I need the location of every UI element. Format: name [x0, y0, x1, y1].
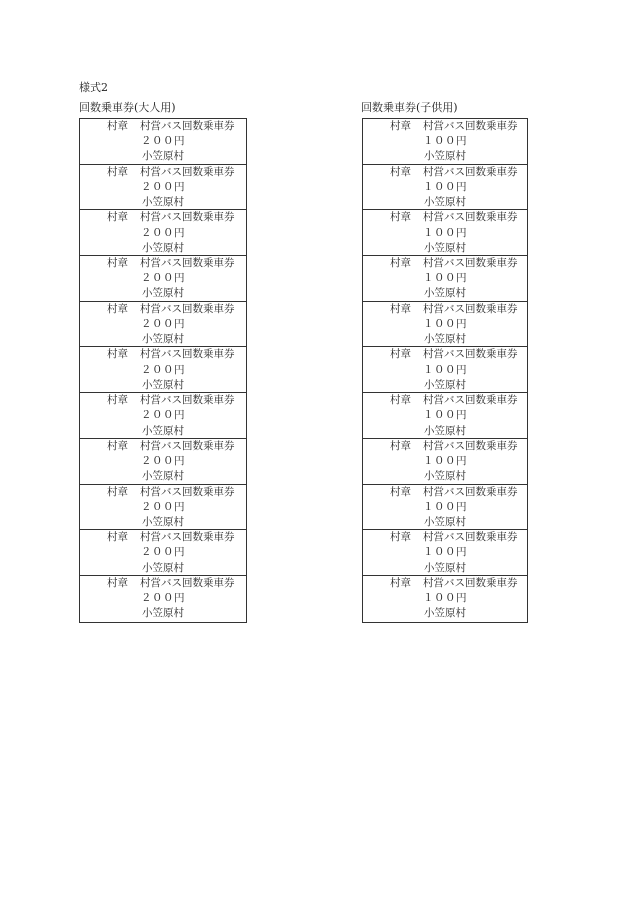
village-emblem-label: 村章	[390, 485, 411, 498]
ticket-name: 村営バス回数乗車券	[423, 576, 518, 589]
ticket-price: ２００円	[141, 592, 185, 605]
ticket-price: １００円	[423, 226, 467, 239]
ticket-name: 村営バス回数乗車券	[140, 394, 235, 407]
ticket-header-line	[363, 393, 527, 408]
ticket-price: ２００円	[141, 226, 185, 239]
issuer-village: 小笠原村	[424, 607, 466, 620]
ticket-header-line	[80, 393, 246, 408]
ticket	[363, 530, 527, 576]
village-emblem-label: 村章	[107, 211, 128, 224]
issuer-village: 小笠原村	[424, 424, 466, 437]
village-emblem-label: 村章	[107, 485, 128, 498]
issuer-village: 小笠原村	[142, 607, 184, 620]
issuer-village: 小笠原村	[424, 470, 466, 483]
ticket-name: 村営バス回数乗車券	[423, 348, 518, 361]
ticket-price: １００円	[423, 363, 467, 376]
ticket-header-line	[80, 302, 246, 317]
ticket-name: 村営バス回数乗車券	[423, 165, 518, 178]
ticket	[80, 439, 246, 485]
ticket-name: 村営バス回数乗車券	[140, 165, 235, 178]
ticket-price: ２００円	[141, 455, 185, 467]
ticket-name: 村営バス回数乗車券	[140, 302, 235, 315]
village-emblem-label: 村章	[107, 531, 128, 544]
ticket	[80, 530, 246, 576]
ticket-price: ２００円	[141, 546, 185, 559]
ticket	[363, 485, 527, 531]
ticket-price: １００円	[423, 272, 467, 285]
ticket	[80, 256, 246, 302]
ticket-name: 村営バス回数乗車券	[423, 531, 518, 544]
ticket-header-line	[363, 347, 527, 362]
issuer-village: 小笠原村	[142, 150, 184, 163]
child-ticket-sheet	[362, 118, 528, 623]
ticket-header-line	[80, 165, 246, 180]
village-emblem-label: 村章	[390, 257, 411, 270]
ticket	[363, 393, 527, 439]
ticket	[363, 347, 527, 393]
village-emblem-label: 村章	[390, 165, 411, 178]
village-emblem-label: 村章	[107, 257, 128, 270]
issuer-village: 小笠原村	[424, 287, 466, 300]
child-section-title: 回数乗車券(子供用)	[361, 101, 458, 114]
ticket-header-line	[363, 485, 527, 500]
issuer-village: 小笠原村	[142, 424, 184, 437]
village-emblem-label: 村章	[107, 165, 128, 178]
ticket-header-line	[80, 485, 246, 500]
ticket-price: ２００円	[141, 317, 185, 330]
ticket	[363, 439, 527, 485]
ticket-name: 村営バス回数乗車券	[140, 439, 235, 452]
ticket-name: 村営バス回数乗車券	[140, 120, 235, 132]
form-label: 様式2	[79, 81, 108, 94]
ticket-name: 村営バス回数乗車券	[423, 394, 518, 407]
adult-ticket-sheet	[79, 118, 247, 623]
village-emblem-label: 村章	[390, 211, 411, 224]
ticket-price: １００円	[423, 455, 467, 467]
ticket-header-line	[363, 302, 527, 317]
ticket	[80, 347, 246, 393]
ticket-header-line	[363, 530, 527, 545]
ticket-name: 村営バス回数乗車券	[423, 211, 518, 224]
issuer-village: 小笠原村	[424, 150, 466, 163]
ticket	[80, 576, 246, 622]
issuer-village: 小笠原村	[424, 561, 466, 574]
issuer-village: 小笠原村	[142, 241, 184, 254]
issuer-village: 小笠原村	[424, 333, 466, 346]
ticket-name: 村営バス回数乗車券	[140, 485, 235, 498]
village-emblem-label: 村章	[107, 394, 128, 407]
issuer-village: 小笠原村	[424, 378, 466, 391]
village-emblem-label: 村章	[107, 576, 128, 589]
village-emblem-label: 村章	[390, 394, 411, 407]
issuer-village: 小笠原村	[142, 287, 184, 300]
ticket-header-line	[80, 210, 246, 225]
ticket-price: １００円	[423, 409, 467, 422]
adult-section-title: 回数乗車券(大人用)	[79, 101, 176, 114]
ticket	[80, 393, 246, 439]
ticket-name: 村営バス回数乗車券	[140, 211, 235, 224]
village-emblem-label: 村章	[107, 439, 128, 452]
ticket	[363, 576, 527, 622]
ticket	[363, 165, 527, 211]
village-emblem-label: 村章	[107, 302, 128, 315]
ticket	[363, 119, 527, 165]
issuer-village: 小笠原村	[142, 333, 184, 346]
ticket	[80, 165, 246, 211]
ticket-price: ２００円	[141, 180, 185, 193]
issuer-village: 小笠原村	[424, 515, 466, 528]
ticket	[363, 256, 527, 302]
ticket-header-line	[80, 347, 246, 362]
village-emblem-label: 村章	[390, 302, 411, 315]
ticket-header-line	[80, 256, 246, 271]
issuer-village: 小笠原村	[142, 561, 184, 574]
issuer-village: 小笠原村	[142, 196, 184, 209]
ticket-price: １００円	[423, 317, 467, 330]
ticket-price: １００円	[423, 500, 467, 513]
ticket-header-line	[80, 576, 246, 591]
issuer-village: 小笠原村	[142, 378, 184, 391]
village-emblem-label: 村章	[390, 576, 411, 589]
village-emblem-label: 村章	[390, 531, 411, 544]
ticket-header-line	[80, 439, 246, 454]
ticket-header-line	[363, 256, 527, 271]
ticket	[80, 302, 246, 348]
ticket-header-line	[363, 165, 527, 180]
ticket-name: 村営バス回数乗車券	[423, 485, 518, 498]
village-emblem-label: 村章	[390, 439, 411, 452]
ticket-price: １００円	[423, 135, 467, 148]
ticket-name: 村営バス回数乗車券	[423, 302, 518, 315]
ticket-name: 村営バス回数乗車券	[140, 348, 235, 361]
ticket-price: １００円	[423, 180, 467, 193]
ticket-header-line	[363, 439, 527, 454]
ticket	[80, 485, 246, 531]
issuer-village: 小笠原村	[142, 470, 184, 483]
village-emblem-label: 村章	[107, 348, 128, 361]
ticket-name: 村営バス回数乗車券	[423, 439, 518, 452]
ticket	[363, 302, 527, 348]
issuer-village: 小笠原村	[424, 241, 466, 254]
ticket-header-line	[80, 530, 246, 545]
ticket-price: ２００円	[141, 409, 185, 422]
ticket-name: 村営バス回数乗車券	[423, 120, 518, 132]
village-emblem-label: 村章	[107, 120, 128, 132]
ticket-name: 村営バス回数乗車券	[423, 257, 518, 270]
ticket	[363, 210, 527, 256]
ticket-price: １００円	[423, 546, 467, 559]
ticket-price: １００円	[423, 592, 467, 605]
ticket-header-line	[363, 576, 527, 591]
ticket-price: ２００円	[141, 363, 185, 376]
ticket-header-line	[363, 119, 527, 134]
ticket-header-line	[363, 210, 527, 225]
ticket	[80, 119, 246, 165]
ticket-header-line	[80, 119, 246, 134]
ticket-price: ２００円	[141, 135, 185, 148]
village-emblem-label: 村章	[390, 348, 411, 361]
ticket-price: ２００円	[141, 500, 185, 513]
ticket-name: 村営バス回数乗車券	[140, 531, 235, 544]
ticket-name: 村営バス回数乗車券	[140, 576, 235, 589]
ticket	[80, 210, 246, 256]
ticket-price: ２００円	[141, 272, 185, 285]
village-emblem-label: 村章	[390, 120, 411, 132]
issuer-village: 小笠原村	[424, 196, 466, 209]
ticket-name: 村営バス回数乗車券	[140, 257, 235, 270]
issuer-village: 小笠原村	[142, 515, 184, 528]
